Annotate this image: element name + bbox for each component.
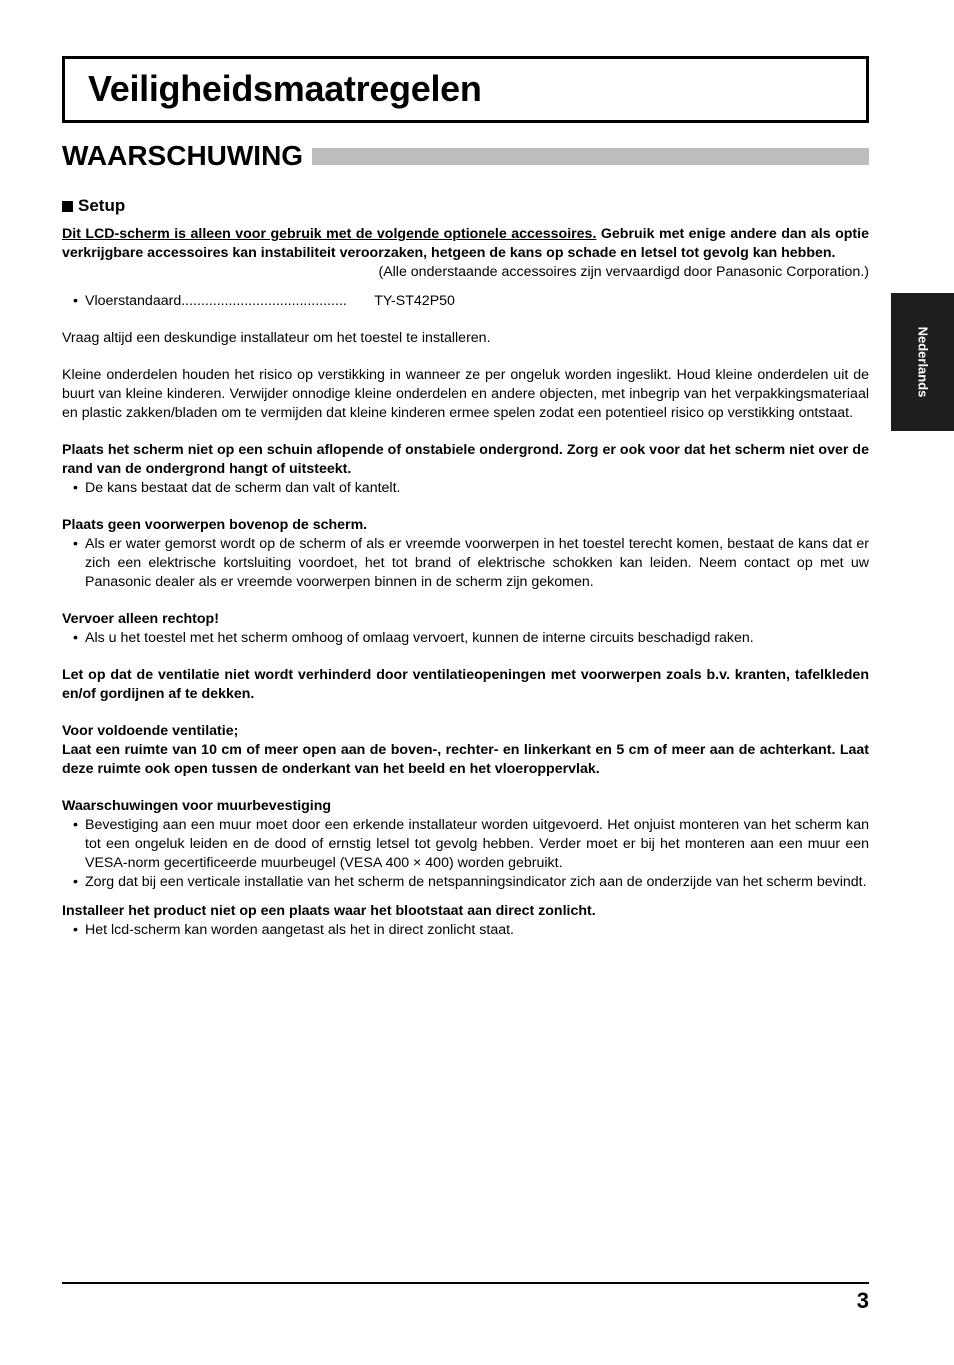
footer-rule xyxy=(62,1282,869,1284)
small-parts-text: Kleine onderdelen houden het risico op verstikking in wanneer ze per ongeluk worden ingeslikt. Houd kleine onderdelen uit de buurt van kleine kinderen. Verwijder onnodige kleine onderdelen en andere objecten, met inbegrip van het verpakkingsmateriaal en plastic zakken/bladen om te vermijden dat kleine kinderen ermee spelen zodat een potentieel risico op verstikking ontstaat. xyxy=(62,367,869,421)
setup-intro-underlined: Dit LCD-scherm is alleen voor gebruik met de volgende optionele accessoires. xyxy=(62,226,597,242)
warning-label: WAARSCHUWING xyxy=(62,140,304,171)
section-3-heading: Vervoer alleen rechtop! xyxy=(62,611,219,627)
section-5-heading: Voor voldoende ventilatie; xyxy=(62,723,239,739)
language-tab xyxy=(891,293,954,431)
section-7-bullet: • Het lcd-scherm kan worden aangetast als het in direct zonlicht staat. xyxy=(62,921,869,940)
installer-text: Vraag altijd een deskundige installateur om het toestel te installeren. xyxy=(62,330,491,346)
accessory-item xyxy=(62,292,869,311)
page-number: 3 xyxy=(856,1288,869,1313)
accessory-dots: .......................................... xyxy=(181,293,347,309)
section-6-bullet-1: • Bevestiging aan een muur moet door een erkende installateur worden uitgevoerd. Het onjuist monteren van het scherm kan tot een ongeluk leiden en de dood of ernstig letsel tot gevolg hebben. Verder moet er bij het monteren aan een muur een VESA-norm gecertificeerde muurbeugel (VESA 400 × 400) worden gebruikt. xyxy=(62,816,869,873)
content xyxy=(62,195,869,940)
section-2-heading: Plaats geen voorwerpen bovenop de scherm. xyxy=(62,517,368,533)
setup-intro-rest: Gebruik met enige andere dan als optie verkrijgbare accessoires kan instabiliteit veroorzaken, hetgeen de kans op schade en letsel tot gevolg kan hebben. xyxy=(62,226,869,261)
section-7-heading: Installeer het product niet op een plaats waar het blootstaat aan direct zonlicht. xyxy=(62,903,596,919)
heading-bar xyxy=(312,148,869,165)
setup-heading xyxy=(62,195,869,217)
section-1-bullet: • De kans bestaat dat de scherm dan valt of kantelt. xyxy=(62,479,869,498)
setup-note: (Alle onderstaande accessoires zijn vervaardigd door Panasonic Corporation.) xyxy=(378,264,869,280)
accessory-name: • Vloerstandaard xyxy=(85,293,182,309)
setup-heading-label: Setup xyxy=(78,196,126,215)
section-2-bullet: • Als er water gemorst wordt op de scherm of als er vreemde voorwerpen in het toestel terecht komen, bestaat de kans dat er zich een elektrische kortsluiting voordoet, het tot brand of elektrische schokken kan leiden. Neem contact op met uw Panasonic dealer als er vreemde voorwerpen binnen in de scherm zijn gekomen. xyxy=(62,535,869,592)
section-1-heading: Plaats het scherm niet op een schuin aflopende of onstabiele ondergrond. Zorg er ook voor dat het scherm niet over de rand van de ondergrond hangt of uitsteekt. xyxy=(62,442,869,477)
square-bullet-icon xyxy=(62,201,73,212)
section-5-text: Laat een ruimte van 10 cm of meer open aan de boven-, rechter- en linkerkant en 5 cm of meer aan de achterkant. Laat deze ruimte ook open tussen de onderkant van het beeld en het vloeroppervlak. xyxy=(62,742,869,777)
title-box xyxy=(62,56,869,123)
section-4-heading: Let op dat de ventilatie niet wordt verhinderd door ventilatieopeningen met voorwerpen zoals b.v. kranten, tafelkleden en/of gordijnen af te dekken. xyxy=(62,667,869,702)
section-6-bullet-2: • Zorg dat bij een verticale installatie van het scherm de netspanningsindicator zich aan de onderzijde van het scherm bevindt. xyxy=(62,873,869,892)
section-6-heading: Waarschuwingen voor muurbevestiging xyxy=(62,798,332,814)
section-3-bullet: • Als u het toestel met het scherm omhoog of omlaag vervoert, kunnen de interne circuits beschadigd raken. xyxy=(62,629,869,648)
accessory-code: TY-ST42P50 xyxy=(374,293,455,309)
warning-heading xyxy=(62,140,869,172)
setup-intro xyxy=(62,225,869,263)
page-title: Veiligheidsmaatregelen xyxy=(88,68,482,109)
language-tab-label: Nederlands xyxy=(915,326,930,398)
